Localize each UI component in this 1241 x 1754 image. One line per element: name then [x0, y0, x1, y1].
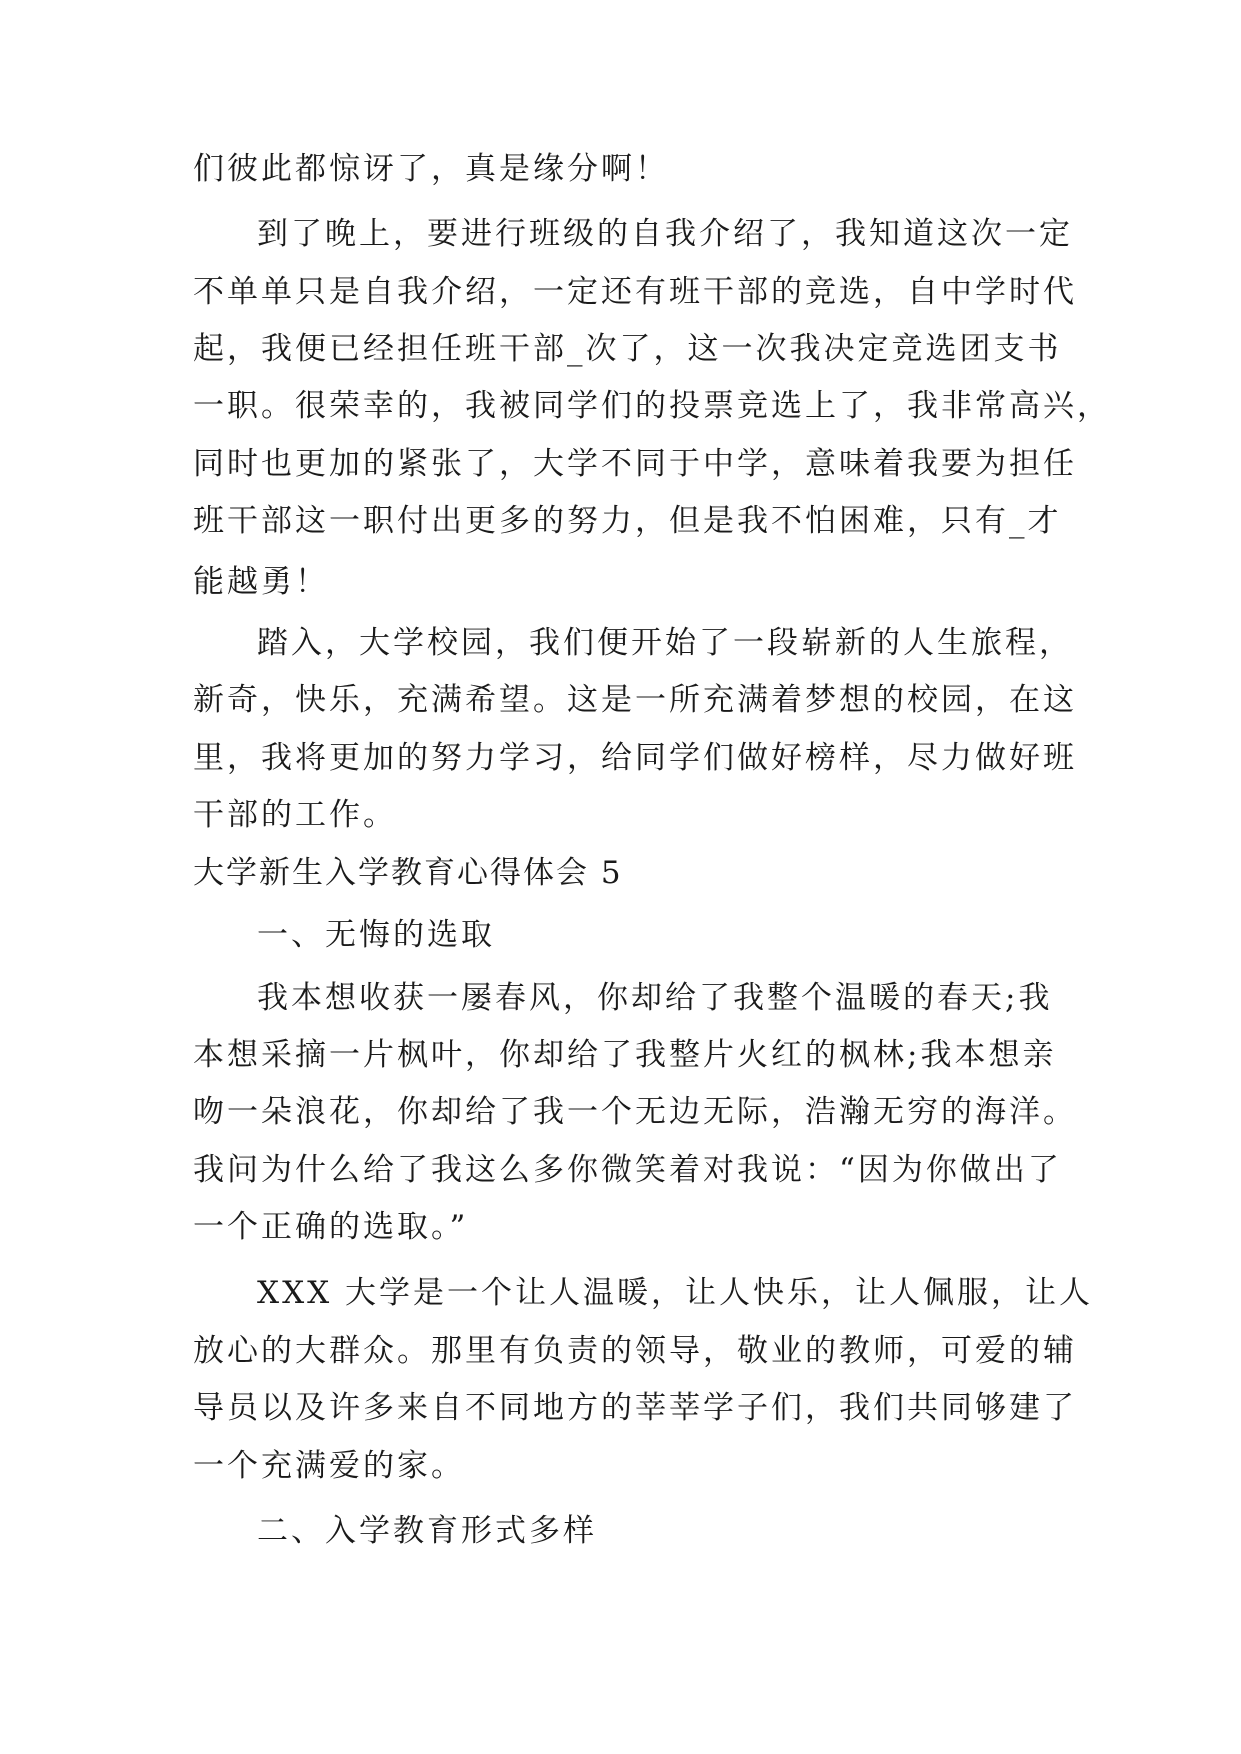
body-line: 新奇，快乐，充满希望。这是一所充满着梦想的校园，在这 [193, 682, 1077, 718]
subsection-heading: 一、无悔的选取 [257, 917, 495, 953]
body-line: 同时也更加的紧张了，大学不同于中学，意味着我要为担任 [193, 446, 1077, 482]
body-line: 我本想收获一屡春风，你却给了我整个温暖的春天;我 [257, 980, 1053, 1016]
body-line: 能越勇！ [193, 564, 329, 600]
body-line: 起，我便已经担任班干部_次了，这一次我决定竞选团支书 [193, 331, 1062, 367]
body-line: 们彼此都惊讶了，真是缘分啊！ [193, 151, 669, 187]
body-line: 不单单只是自我介绍，一定还有班干部的竞选，自中学时代 [193, 274, 1077, 310]
body-line: 班干部这一职付出更多的努力，但是我不怕困难，只有_才 [193, 503, 1062, 539]
body-line: 我问为什么给了我这么多你微笑着对我说：“因为你做出了 [193, 1152, 1062, 1188]
body-line: 本想采摘一片枫叶，你却给了我整片火红的枫林;我本想亲 [193, 1037, 1057, 1073]
section-heading: 大学新生入学教育心得体会 5 [193, 855, 623, 891]
body-line: 一个正确的选取。” [193, 1209, 469, 1245]
body-line: 导员以及许多来自不同地方的莘莘学子们，我们共同够建了 [193, 1390, 1077, 1426]
body-line: 放心的大群众。那里有负责的领导，敬业的教师，可爱的辅 [193, 1333, 1077, 1369]
subsection-heading: 二、入学教育形式多样 [257, 1513, 597, 1549]
body-line: XXX 大学是一个让人温暖，让人快乐，让人佩服，让人 [257, 1275, 1094, 1311]
body-line: 一职。很荣幸的，我被同学们的投票竞选上了，我非常高兴， [193, 388, 1111, 424]
body-line: 踏入，大学校园，我们便开始了一段崭新的人生旅程， [257, 625, 1073, 661]
body-line: 里，我将更加的努力学习，给同学们做好榜样，尽力做好班 [193, 740, 1077, 776]
body-line: 到了晚上，要进行班级的自我介绍了，我知道这次一定 [257, 216, 1073, 252]
body-line: 一个充满爱的家。 [193, 1448, 465, 1484]
body-line: 吻一朵浪花，你却给了我一个无边无际，浩瀚无穷的海洋。 [193, 1094, 1077, 1130]
body-line: 干部的工作。 [193, 797, 397, 833]
